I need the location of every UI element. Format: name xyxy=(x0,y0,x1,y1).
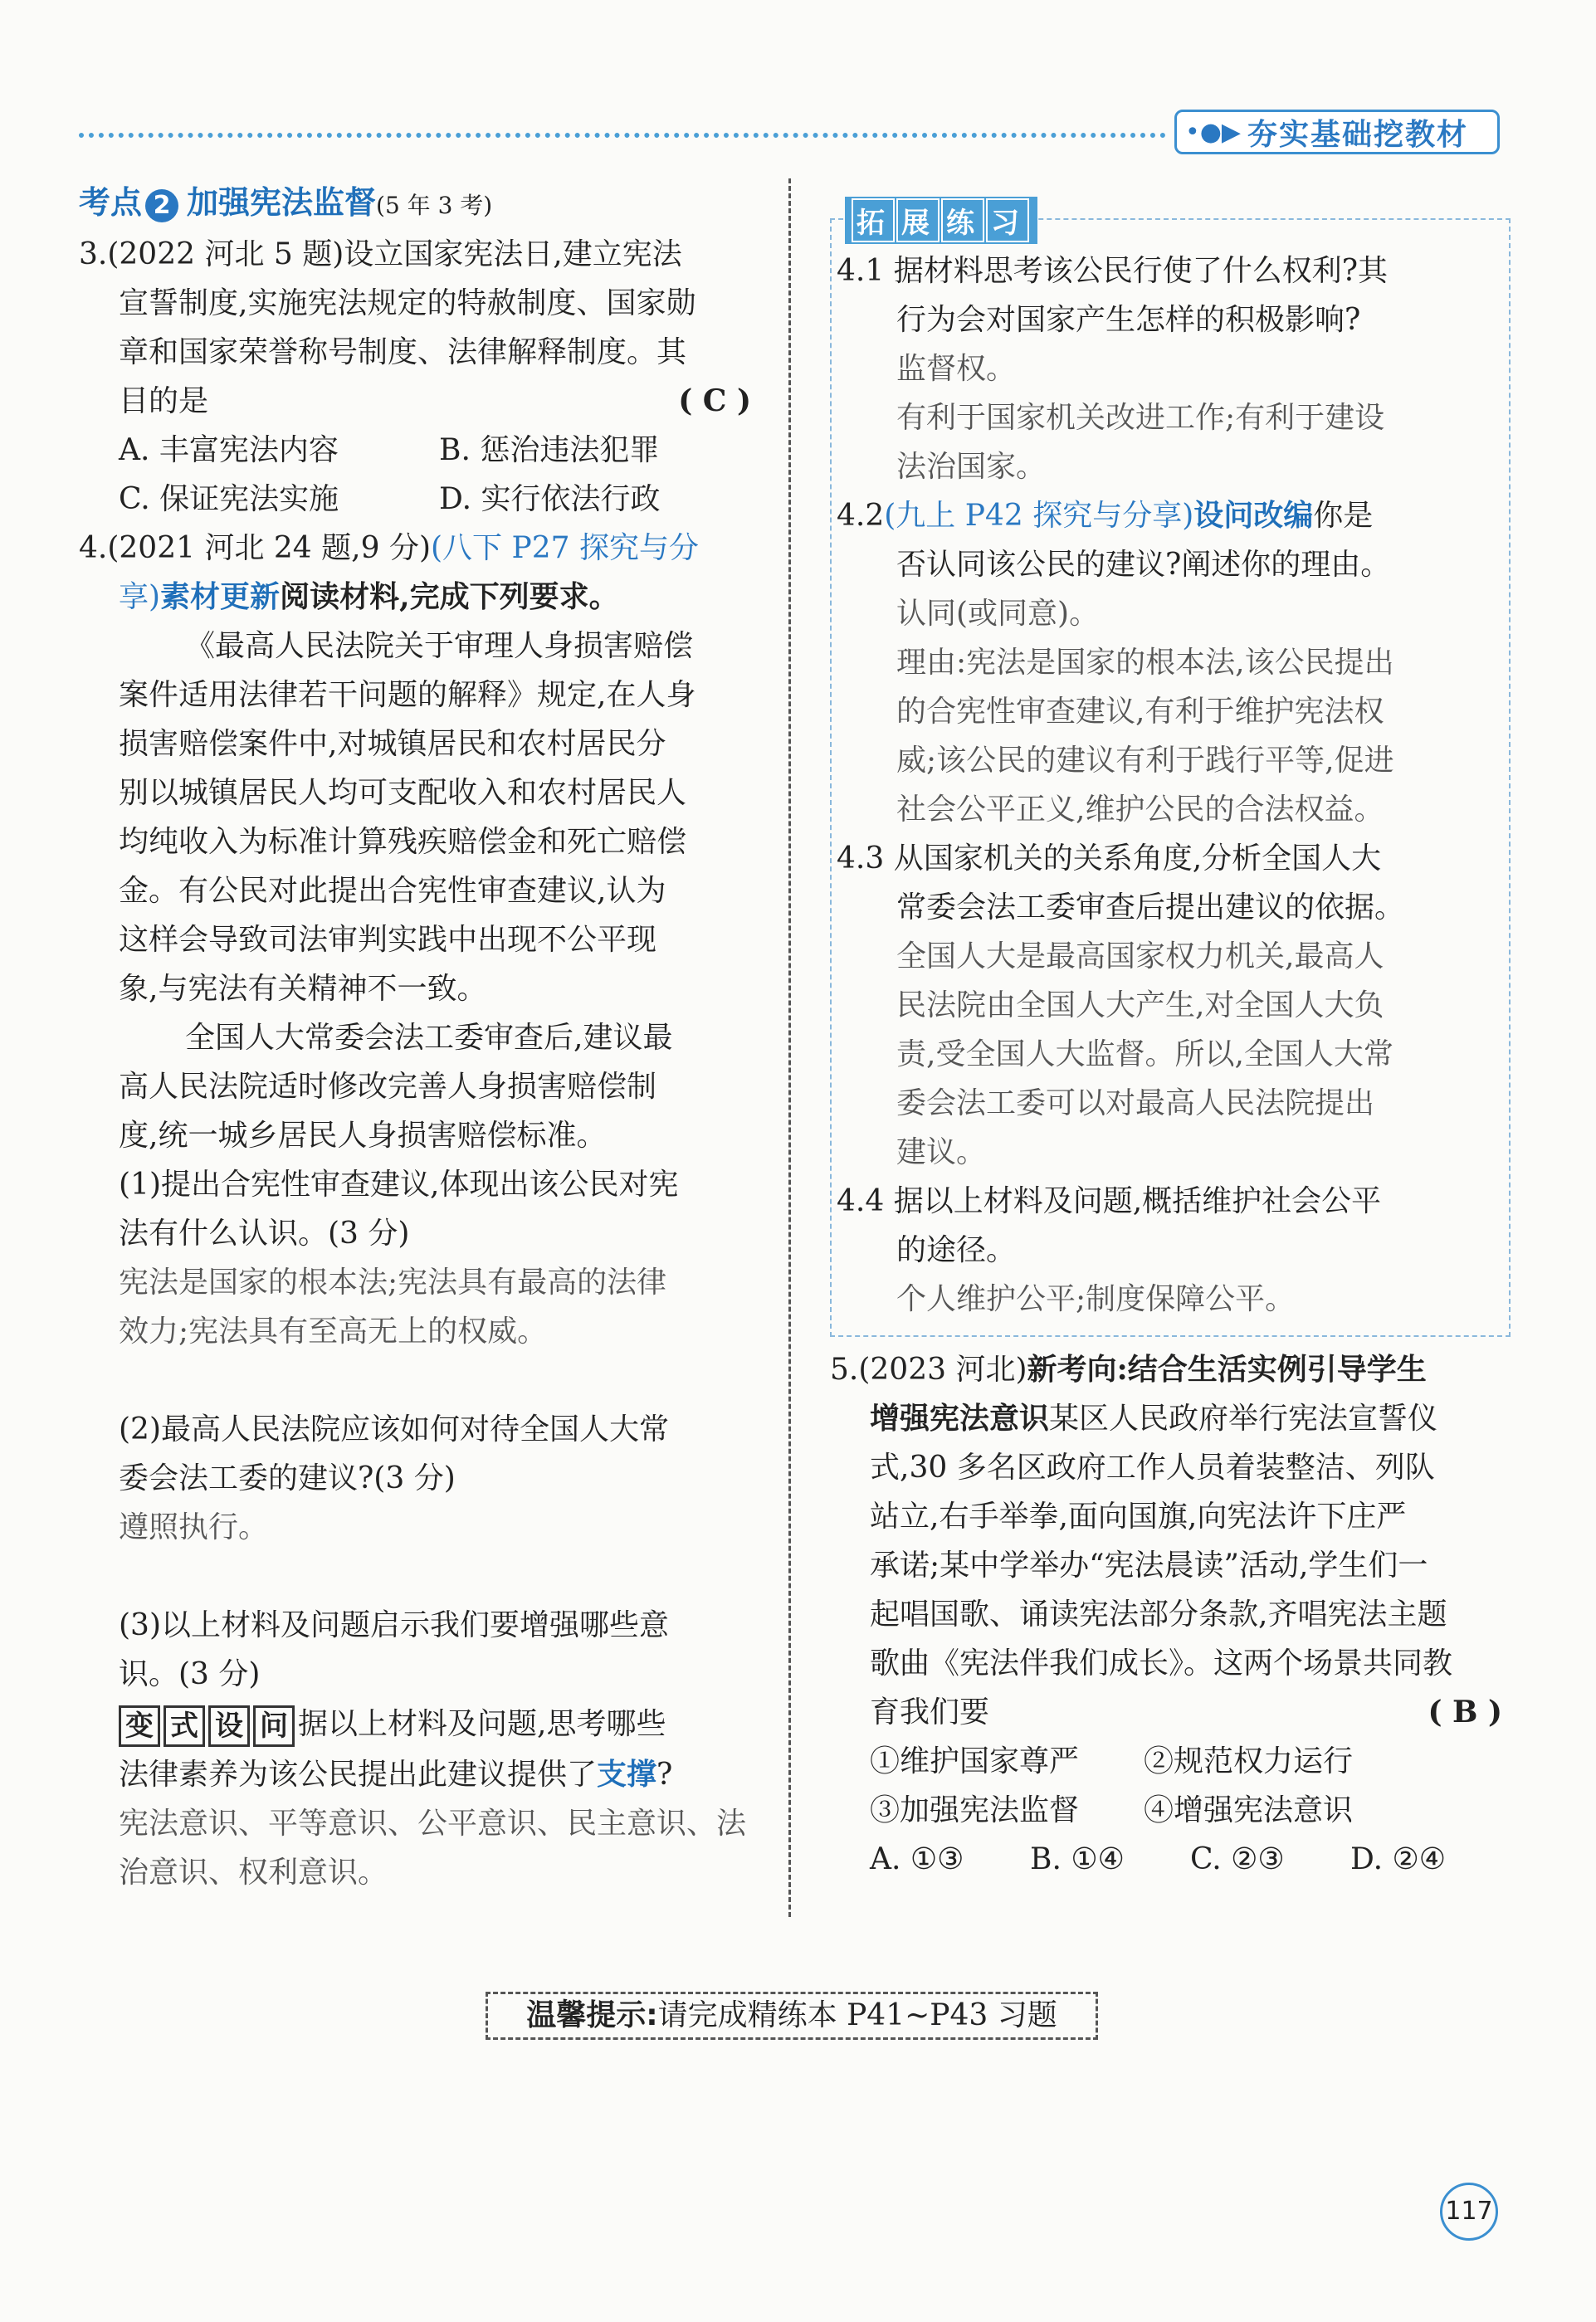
answer-text: 遵照执行。 xyxy=(119,1510,269,1544)
extension-practice-tag: 拓 展 练 习 xyxy=(845,197,1037,244)
statement-4: ④增强宪法意识 xyxy=(1144,1793,1354,1827)
statement-3: ③加强宪法监督 xyxy=(870,1793,1080,1827)
right-column xyxy=(830,178,1511,1884)
extension-practice-box: 拓 展 练 习 4.1 据材料思考该公民行使了什么权利?其 行为会对国家产生怎样的积极影响? 监督权。 有利于国家机关改进工作;有利于建设 法治国家。 4.2(九上 P42 探究与分享)设问改编你是 否认同该公民的建议?阐述你的理由。 认同(或同意)。 理由:宪法是国家的根本法,该公民提出 的合宪性审查建议,有利于维护宪法权 威;该公民的建议有利于践行平等,促进 社会公平正义,维护公民的合法权益。 4.3 从国家机关的关系角度,分析全国人大 常委会法工委审查后提出建议的依据。 全国人大是最高国家权力机关,最高人 民法院由全国人大产生,对全国人大负 责,受全国人大监督。所以,全国人大常 委会法工委可以对最高人民法院提出 建议。 4.4 据以上材料及问题,概括维护社会公平 的途径。 个人维护公平;制度保障公平。 xyxy=(830,218,1511,1337)
column-divider xyxy=(788,178,791,1917)
header-dotted-rule xyxy=(79,133,1166,138)
variant-tag-char: 设 xyxy=(208,1705,250,1747)
statement-2: ②规范权力运行 xyxy=(1144,1744,1354,1778)
variant-question: 变 式 设 问 据以上材料及问题,思考哪些 xyxy=(79,1699,759,1750)
answer-text: 宪法是国家的根本法;宪法具有最高的法律 xyxy=(119,1266,667,1300)
reminder-box: 温馨提示:请完成精练本 P41~P43 习题 xyxy=(486,1992,1098,2040)
answer-text: 宪法意识、平等意识、公平意识、民主意识、法 xyxy=(119,1807,747,1841)
variant-tag-char: 变 xyxy=(119,1705,160,1747)
option-c: C. 保证宪法实施 xyxy=(119,482,339,516)
arrow-icon: •●▶ xyxy=(1185,117,1241,147)
answer-bracket: ( B ) xyxy=(1428,1695,1502,1729)
option-a: A. 丰富宪法内容 xyxy=(119,433,339,467)
option-d: D. ②④ xyxy=(1350,1842,1447,1876)
section-title: 夯实基础挖教材 xyxy=(1247,117,1468,152)
section-header xyxy=(1174,110,1500,154)
options-row xyxy=(79,426,759,475)
answer-text: 效力;宪法具有至高无上的权威。 xyxy=(119,1315,548,1349)
answer-text: 治意识、权利意识。 xyxy=(119,1856,388,1890)
question-3: 3.(2022 河北 5 题)设立国家宪法日,建立宪法 宣誓制度,实施宪法规定的特赦制度、国家勋 章和国家荣誉称号制度、法律解释制度。其 目的是 ( C ) A. 丰富宪法内容 B. 惩治违法犯罪 C. 保证宪法实施 D. 实行依法行政 xyxy=(79,230,759,524)
statement-1: ①维护国家尊严 xyxy=(870,1744,1080,1778)
left-column xyxy=(79,178,759,1897)
variant-tag-char: 式 xyxy=(164,1705,205,1747)
options-row xyxy=(830,1835,1511,1884)
answer-bracket: ( C ) xyxy=(678,383,751,418)
question-4: 4.(2021 河北 24 题,9 分)(八下 P27 探究与分 享)素材更新阅读材料,完成下列要求。 《最高人民法院关于审理人身损害赔偿 案件适用法律若干问题的解释》规定,在人身 损害赔偿案件中,对城镇居民和农村居民分 别以城镇居民人均可支配收入和农村居民人 均纯收入为标准计算残疾赔偿金和死亡赔偿 金。有公民对此提出合宪性审查建议,认为 这样会导致司法审判实践中出现不公平现 象,与宪法有关精神不一致。 全国人大常委会法工委审查后,建议最 高人民法院适时修改完善人身损害赔偿制 度,统一城乡居民人身损害赔偿标准。 (1)提出合宪性审查建议,体现出该公民对宪 法有什么认识。(3 分) 宪法是国家的根本法;宪法具有最高的法律 效力;宪法具有至高无上的权威。 (2)最高人民法院应该如何对待全国人大常 委会法工委的建议?(3 分) 遵照执行。 (3)以上材料及问题启示我们要增强哪些意 识。(3 分) 变 式 设 问 据以上材料及问题,思考哪些 法律素养为该公民提出此建议提供了支撑? 宪法意识、平等意识、公平意识、民主意识、法 治意识、权利意识。 xyxy=(79,524,759,1897)
option-b: B. ①④ xyxy=(1030,1842,1125,1876)
kaodian-number-badge: 2 xyxy=(145,189,178,222)
variant-tag-char: 问 xyxy=(253,1705,295,1747)
option-c: C. ②③ xyxy=(1190,1842,1285,1876)
options-row xyxy=(79,475,759,524)
option-d: D. 实行依法行政 xyxy=(439,482,661,516)
page-number: 117 xyxy=(1440,2183,1498,2241)
option-b: B. 惩治违法犯罪 xyxy=(439,433,660,467)
question-5: 5.(2023 河北)新考向:结合生活实例引导学生 增强宪法意识某区人民政府举行宪法宣誓仪 式,30 多名区政府工作人员着装整洁、列队 站立,右手举拳,面向国旗,向宪法许下庄严 承诺;某中学举办“宪法晨读”活动,学生们一 起唱国歌、诵读宪法部分条款,齐唱宪法主题 歌曲《宪法伴我们成长》。这两个场景共同教 育我们要 ( B ) ①维护国家尊严 ②规范权力运行 ③加强宪法监督 ④增强宪法意识 A. ①③ B. ①④ C. ②③ D. ②④ xyxy=(830,1345,1511,1884)
kaodian-heading: 考点 2 加强宪法监督(5 年 3 考) xyxy=(79,184,493,221)
option-a: A. ①③ xyxy=(870,1842,964,1876)
